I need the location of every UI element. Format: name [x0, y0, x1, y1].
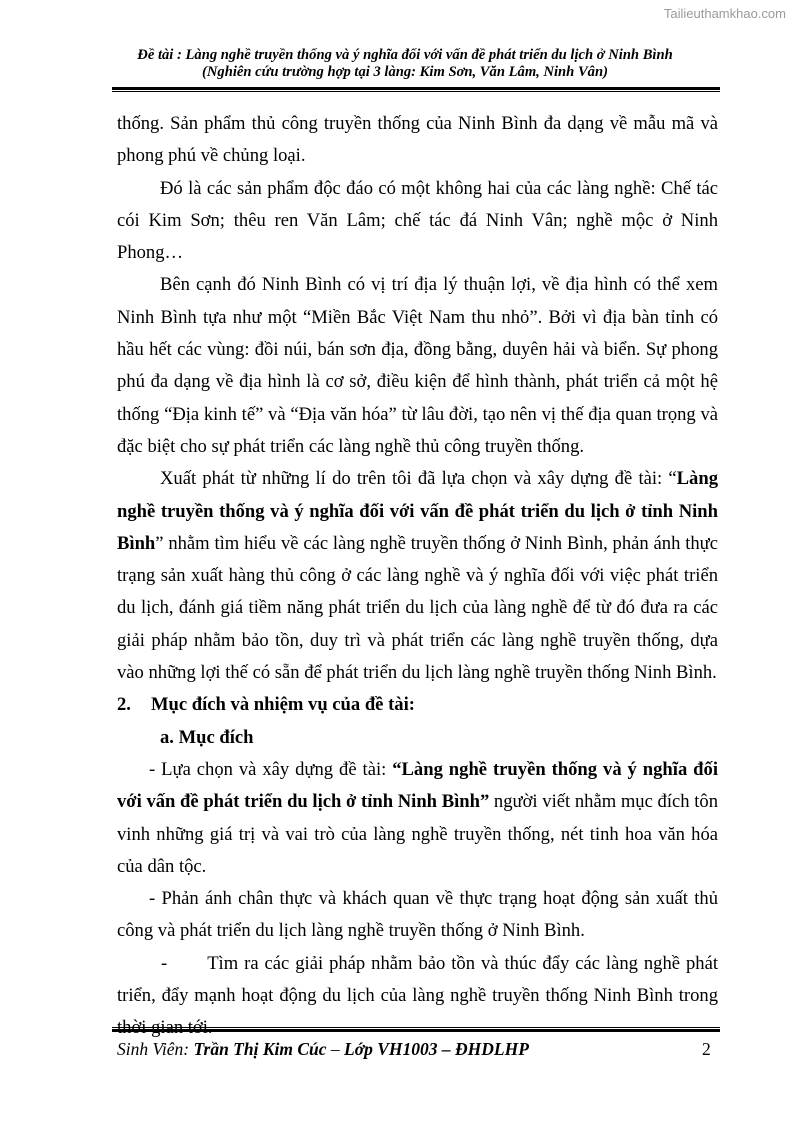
footer-separator: – [326, 1039, 345, 1059]
watermark-text: Tailieuthamkhao.com [663, 6, 786, 21]
bullet-item-1 [117, 754, 718, 883]
bullet-1-text-a: - Lựa chọn và xây dựng đề tài: [149, 758, 393, 780]
footer-student-name: Trần Thị Kim Cúc [193, 1039, 327, 1059]
paragraph-4-topic: Làng nghề truyền thống và ý nghĩa đối với vấn đề phát triển du lịch ở tỉnh Ninh Bình [117, 468, 718, 554]
header-subtitle: (Nghiên cứu trường hợp tại 3 làng: Kim Sơn, Văn Lâm, Ninh Vân) [202, 64, 608, 80]
bullet-3-text: Tìm ra các giải pháp nhằm bảo tồn và thúc đẩy các làng nghề phát triển, đẩy mạnh hoạt động du lịch của làng nghề truyền thống Ninh Bình trong thời gian tới. [117, 952, 718, 1039]
section-heading [117, 689, 718, 721]
section-number: 2. [117, 694, 131, 716]
paragraph-3: Bên cạnh đó Ninh Bình có vị trí địa lý thuận lợi, về địa hình có thể xem Ninh Bình tựa như một “Miền Bắc Việt Nam thu nhỏ”. Bởi vì địa bàn tỉnh có hầu hết các vùng: đồi núi, bán sơn địa, đồng bằng, duyên hải và biển. Sự phong phú đa dạng về địa hình là cơ sở, điều kiện để hình thành, phát triển cả một hệ thống “Địa kinh tế” và “Địa văn hóa” từ lâu đời, tạo nên vị thế địa quan trọng và đặc biệt cho sự phát triển các làng nghề thủ công truyền thống. [117, 274, 718, 457]
page-number: 2 [702, 1039, 711, 1059]
paragraph-4-text-a: Xuất phát từ những lí do trên tôi đã lựa chọn và xây dựng đề tài: “ [160, 468, 677, 490]
header-divider [112, 87, 720, 92]
header-title: Đề tài : Làng nghề truyền thống và ý nghĩa đối với vấn đề phát triển du lịch ở Ninh Bình [137, 47, 673, 63]
footer-divider [112, 1027, 720, 1032]
bullet-item-2: - Phản ánh chân thực và khách quan về thực trạng hoạt động sản xuất thủ công và phát triển du lịch làng nghề truyền thống ở Ninh Bình. [117, 888, 718, 942]
bullet-1-topic: “Làng nghề truyền thống và ý nghĩa đối với vấn đề phát triển du lịch ở tỉnh Ninh Bình” [117, 758, 718, 813]
paragraph-4 [117, 463, 718, 689]
section-title: Mục đích và nhiệm vụ của đề tài: [151, 694, 415, 716]
footer-class-info: Lớp VH1003 – ĐHDLHP [344, 1039, 529, 1059]
bullet-1-text-b: người viết nhằm mục đích tôn vinh những giá trị và vai trò của làng nghề truyền thống, nét tinh hoa văn hóa của dân tộc. [117, 791, 718, 877]
page-footer [117, 1039, 713, 1060]
bullet-3-dash: - [161, 952, 168, 974]
page-header [100, 47, 710, 81]
paragraph-1: thống. Sản phẩm thủ công truyền thống của Ninh Bình đa dạng về mẫu mã và phong phú về chủng loại. [117, 113, 718, 167]
paragraph-2: Đó là các sản phẩm độc đáo có một không hai của các làng nghề: Chế tác cói Kim Sơn; thêu ren Văn Lâm; chế tác đá Ninh Vân; nghề mộc ở Ninh Phong… [117, 177, 718, 264]
footer-label: Sinh Viên: [117, 1039, 194, 1059]
paragraph-4-text-b: ” nhằm tìm hiểu về các làng nghề truyền thống ở Ninh Bình, phản ánh thực trạng sản xuất hàng thủ công ở các làng nghề và ý nghĩa đối với việc phát triển du lịch, đánh giá tiềm năng phát triển du lịch của làng nghề để từ đó đưa ra các giải pháp nhằm bảo tồn, duy trì và phát triển các làng nghề truyền thống, dựa vào những lợi thế có sẵn để phát triển du lịch làng nghề truyền thống Ninh Bình. [117, 532, 718, 684]
document-body [117, 108, 718, 1045]
subsection-heading: a. Mục đích [160, 726, 254, 748]
